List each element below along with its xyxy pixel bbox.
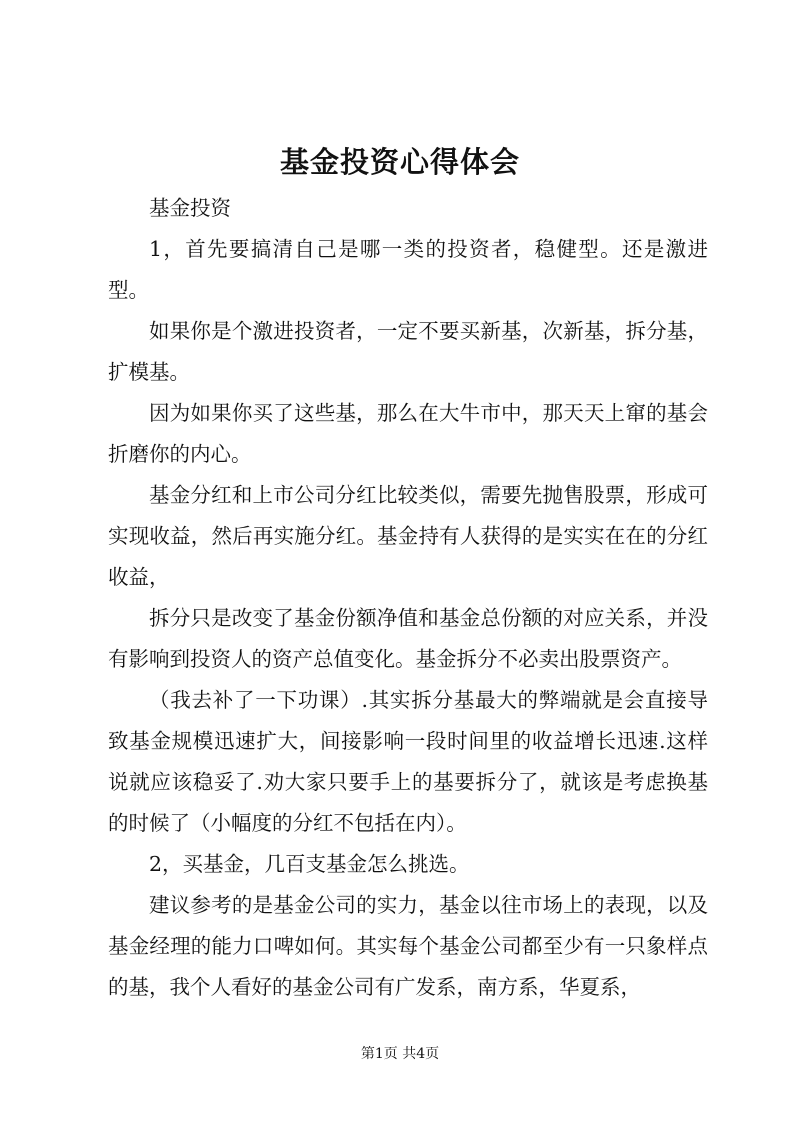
paragraph: 2，买基金，几百支基金怎么挑选。 [149,852,470,876]
paragraph: 拆分只是改变了基金份额净值和基金总份额的对应关系，并没有影响到投资人的资产总值变化。基金拆分不必卖出股票资产。 [108,606,708,671]
document-body [108,188,708,1008]
paragraph: 1，首先要搞清自己是哪一类的投资者，稳健型。还是激进型。 [108,237,708,302]
paragraph-heading: 基金投资 [149,196,231,220]
paragraph: 基金分红和上市公司分红比较类似，需要先抛售股票，形成可实现收益，然后再实施分红。基金持有人获得的是实实在在的分红收益， [108,483,708,589]
document-title: 基金投资心得体会 [279,145,520,179]
paragraph: 建议参考的是基金公司的实力，基金以往市场上的表现，以及基金经理的能力口啤如何。其实每个基金公司都至少有一只象样点的基，我个人看好的基金公司有广发系，南方系，华夏系， [108,893,708,999]
paragraph: （我去补了一下功课）.其实拆分基最大的弊端就是会直接导致基金规模迅速扩大，间接影响一段时间里的收益增长迅速.这样说就应该稳妥了.劝大家只要手上的基要拆分了，就该是考虑换基的时候了（小幅度的分红不包括在内）。 [108,688,708,835]
paragraph: 因为如果你买了这些基，那么在大牛市中，那天天上窜的基会折磨你的内心。 [108,401,708,466]
page-number-footer: 第1页 共4页 [360,1046,440,1062]
paragraph: 如果你是个激进投资者，一定不要买新基，次新基，拆分基，扩模基。 [108,319,708,384]
